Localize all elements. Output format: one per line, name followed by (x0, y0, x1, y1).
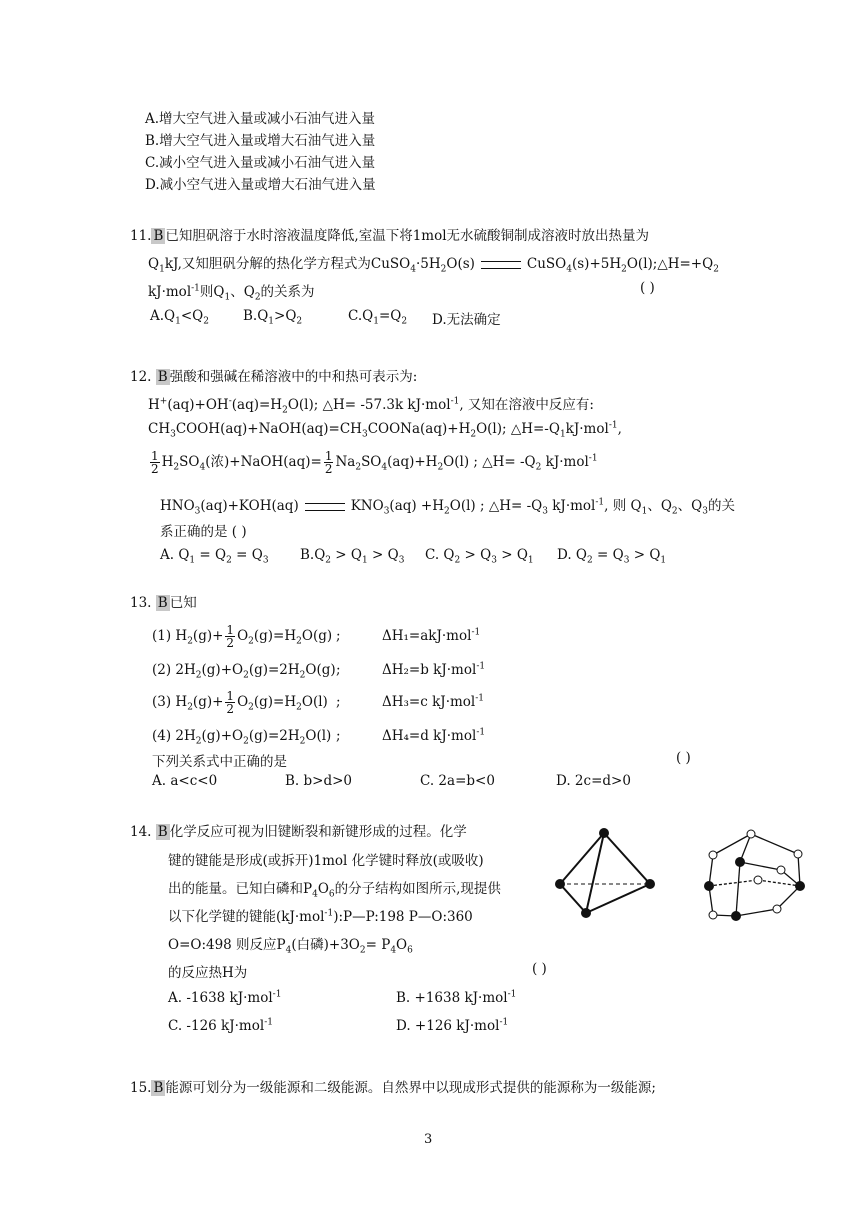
q12-eq3: $\frac{1}{2}$ $H_2SO_4$(浓)+NaOH(aq)= $\frac{1}{2}$ $Na_2SO_4(aq)+H_2O(l)$ ; △H= $-Q_2$ kJ·mol$^{-1}$ (151, 449, 598, 476)
q13-number: 13. (130, 595, 152, 611)
q13-sep-3: ; (336, 694, 341, 710)
q12-eq2: $CH_3COOH(aq)+NaOH(aq)=CH_3COONa(aq)+H_2O(l)$; $\triangle H=-Q_1kJ\cdot mol^{-1}$, (148, 420, 622, 440)
q12-option-d: D. $Q_2 = Q_3 > Q_1$ (557, 547, 667, 566)
page-number: 3 (424, 1132, 433, 1147)
q11-line1: 11. B 已知胆矾溶于水时溶液温度降低,室温下将1mol无水硫酸铜制成溶液时放出热量为 (130, 228, 650, 244)
p-atom (599, 828, 609, 838)
o-atom (794, 850, 802, 858)
o-atom (773, 905, 781, 913)
q12-title: 12. B 强酸和强碱在稀溶液中的中和热可表示为: (130, 369, 418, 385)
q13-answer-paren: ( ) (676, 750, 691, 766)
p-atom (645, 879, 655, 889)
p4o6-structure (696, 828, 812, 926)
q13-sep-1: ; (336, 628, 341, 644)
q14-line4: 以下化学键的键能(kJ·mol$^{-1}$):P—P:198 P—O:360 (168, 908, 473, 925)
q12-eq1: $H^+(aq)+OH^-(aq)=H_2O(l)$; △H= -57.3k kJ·mol$^{-1}$, 又知在溶液中反应有: (148, 396, 594, 416)
q14-option-c: C. -126 kJ·mol$^{-1}$ (168, 1017, 273, 1034)
q15-tag: B (153, 1080, 164, 1096)
q13-option-b: B. b>d>0 (285, 773, 352, 789)
q13-tag: B (157, 595, 168, 611)
q13-sep-4: ; (336, 728, 341, 744)
q13-reaction-4: (4) $2H_2(g)+O_2(g)=2H_2O(l)$ (152, 728, 332, 747)
q14-line6: 的反应热H为 (168, 965, 248, 981)
p-atom (731, 911, 741, 921)
q11-line2: $Q_1kJ$,又知胆矾分解的热化学方程式为$CuSO_4\cdot 5H_2O(s)$ $CuSO_4(s)+5H_2O(l);\triangle H=+Q_2$ (148, 256, 719, 275)
q13-sep-2: ; (336, 662, 341, 678)
q11-line3: kJ·mol$^{-1}$则$Q_1$、$Q_2$的关系为 (148, 283, 315, 303)
q11-option-a: $A.Q_1<Q_2$ (150, 308, 209, 327)
q14-line3: 出的能量。已知白磷和$P_4O_6$的分子结构如图所示,现提供 (168, 881, 501, 900)
q10-option-c: C.减小空气进入量或减小石油气进入量 (145, 155, 376, 171)
q14-option-b: B. +1638 kJ·mol$^{-1}$ (396, 989, 517, 1006)
q13-dh-1: ΔH₁=akJ·mol$^{-1}$ (382, 627, 481, 644)
p-atom (581, 908, 591, 918)
q12-option-b: $B.Q_2 > Q_1 > Q_3$ (300, 547, 405, 566)
q10-option-b: B.增大空气进入量或增大石油气进入量 (145, 133, 376, 149)
q14-option-a: A. -1638 kJ·mol$^{-1}$ (168, 989, 282, 1006)
q14-line2: 键的键能是形成(或拆开)1mol 化学键时释放(或吸收) (168, 853, 484, 869)
q14-tag: B (157, 824, 168, 840)
p-atom (704, 881, 714, 891)
white-phosphorus-structure (548, 822, 664, 920)
q13-title: 13. B 已知 (130, 595, 197, 611)
o-atom (777, 866, 785, 874)
q12-number: 12. (130, 369, 152, 385)
q12-eq4: $HNO_3(aq)+KOH(aq)$ $KNO_3(aq) +H_2O(l)$ ; △H= $-Q_3$ kJ·mol$^{-1}$, 则 $Q_1$、$Q_2$、$Q_3$的关 (160, 497, 735, 517)
o-atom (754, 876, 762, 884)
q13-dh-3: ΔH₃=c kJ·mol$^{-1}$ (382, 693, 485, 710)
q13-subquestion: 下列关系式中正确的是 (152, 754, 287, 770)
q12-option-c: C. $Q_2 > Q_3 > Q_1$ (425, 547, 534, 566)
q12-tag: B (157, 369, 168, 385)
q11-tag: B (153, 228, 164, 244)
q15-number: 15. (130, 1080, 152, 1096)
q11-option-b: $B.Q_1>Q_2$ (243, 308, 303, 327)
equilibrium-sign (305, 503, 345, 511)
q14-answer-paren: ( ) (532, 961, 547, 977)
q14-number: 14. (130, 824, 152, 840)
q13-reaction-3: (3) $H_2(g)+$ $\frac{1}{2}$ $O_2(g)=H_2O(l)$ (152, 689, 328, 716)
q13-option-d: D. 2c=d>0 (556, 773, 631, 789)
o-atom (709, 911, 717, 919)
equilibrium-sign (481, 261, 521, 269)
q13-dh-4: ΔH₄=d kJ·mol$^{-1}$ (382, 727, 486, 744)
p-atom (735, 857, 745, 867)
q11-number: 11. (130, 228, 152, 244)
q13-option-c: C. 2a=b<0 (420, 773, 495, 789)
p-atom (555, 879, 565, 889)
q14-option-d: D. +126 kJ·mol$^{-1}$ (396, 1017, 509, 1034)
q13-dh-2: ΔH₂=b kJ·mol$^{-1}$ (382, 661, 486, 678)
o-atom (747, 830, 755, 838)
q12-option-a: A. $Q_1 = Q_2 = Q_3$ (160, 547, 269, 566)
q13-reaction-2: (2) $2H_2(g)+O_2(g)=2H_2O(g)$ (152, 662, 336, 681)
o-atom (709, 851, 717, 859)
q14-line1: 14. B 化学反应可视为旧键断裂和新键形成的过程。化学 (130, 824, 467, 840)
q11-option-d: D.无法确定 (432, 312, 501, 328)
q14-line5: O=O:498 则反应$P_4$(白磷)$+3O_2= P_4O_6$ (168, 937, 413, 956)
q12-question: 系正确的是 ( ) (160, 524, 247, 540)
q13-option-a: A. a<c<0 (152, 773, 218, 789)
p-atom (795, 881, 805, 891)
q15-line1: 15. B 能源可划分为一级能源和二级能源。自然界中以现成形式提供的能源称为一级能源; (130, 1080, 656, 1096)
q11-answer-paren: ( ) (640, 280, 655, 296)
q13-reaction-1: (1) $H_2(g)+$ $\frac{1}{2}$ $O_2(g)=H_2O(g)$ (152, 623, 333, 650)
q11-option-c: $C.Q_1=Q_2$ (348, 308, 408, 327)
q10-option-a: A.增大空气进入量或减小石油气进入量 (145, 111, 376, 127)
q10-option-d: D.减小空气进入量或增大石油气进入量 (145, 177, 376, 193)
